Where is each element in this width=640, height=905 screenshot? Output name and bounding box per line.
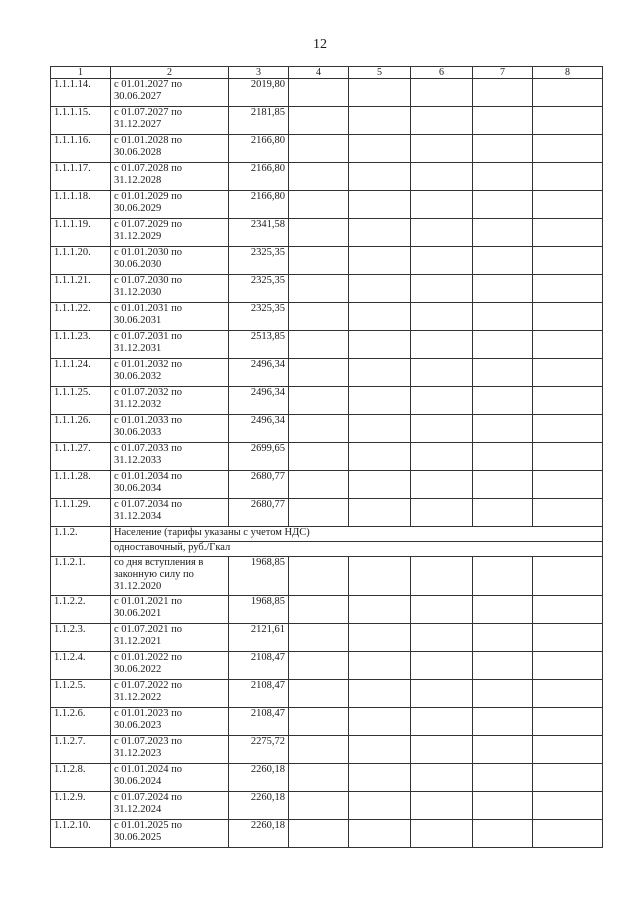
empty-cell-col-4 — [289, 247, 349, 275]
table-row — [51, 736, 603, 764]
row-tariff-value: 2260,18 — [229, 820, 289, 848]
row-period: с 01.01.2024 по 30.06.2024 — [111, 764, 229, 792]
row-period: с 01.01.2032 по 30.06.2032 — [111, 359, 229, 387]
empty-cell-col-4 — [289, 820, 349, 848]
empty-cell-col-5 — [349, 303, 411, 331]
empty-cell-col-6 — [411, 708, 473, 736]
empty-cell-col-6 — [411, 557, 473, 596]
empty-cell-col-6 — [411, 596, 473, 624]
empty-cell-col-7 — [473, 331, 533, 359]
empty-cell-col-4 — [289, 652, 349, 680]
row-tariff-value: 1968,85 — [229, 596, 289, 624]
row-number: 1.1.2.6. — [51, 708, 111, 736]
empty-cell-col-8 — [533, 471, 603, 499]
empty-cell-col-8 — [533, 387, 603, 415]
row-number: 1.1.2.4. — [51, 652, 111, 680]
row-tariff-value: 2260,18 — [229, 764, 289, 792]
empty-cell-col-7 — [473, 652, 533, 680]
empty-cell-col-7 — [473, 680, 533, 708]
table-body — [51, 79, 603, 848]
empty-cell-col-5 — [349, 163, 411, 191]
empty-cell-col-4 — [289, 557, 349, 596]
row-period: с 01.07.2028 по 31.12.2028 — [111, 163, 229, 191]
column-header-4: 4 — [289, 67, 349, 79]
empty-cell-col-7 — [473, 499, 533, 527]
empty-cell-col-5 — [349, 107, 411, 135]
row-tariff-value: 2019,80 — [229, 79, 289, 107]
row-tariff-value: 2680,77 — [229, 471, 289, 499]
row-tariff-value: 2325,35 — [229, 275, 289, 303]
table-row — [51, 415, 603, 443]
row-tariff-value: 1968,85 — [229, 557, 289, 596]
empty-cell-col-6 — [411, 736, 473, 764]
empty-cell-col-5 — [349, 557, 411, 596]
row-period: с 01.07.2031 по 31.12.2031 — [111, 331, 229, 359]
table-row — [51, 107, 603, 135]
empty-cell-col-7 — [473, 219, 533, 247]
empty-cell-col-4 — [289, 191, 349, 219]
empty-cell-col-4 — [289, 107, 349, 135]
empty-cell-col-4 — [289, 708, 349, 736]
empty-cell-col-6 — [411, 79, 473, 107]
empty-cell-col-6 — [411, 499, 473, 527]
empty-cell-col-8 — [533, 359, 603, 387]
table-row — [51, 303, 603, 331]
empty-cell-col-8 — [533, 415, 603, 443]
empty-cell-col-8 — [533, 275, 603, 303]
empty-cell-col-6 — [411, 191, 473, 219]
table-row — [51, 135, 603, 163]
empty-cell-col-4 — [289, 303, 349, 331]
empty-cell-col-5 — [349, 415, 411, 443]
empty-cell-col-4 — [289, 680, 349, 708]
table-row — [51, 764, 603, 792]
empty-cell-col-7 — [473, 163, 533, 191]
empty-cell-col-4 — [289, 443, 349, 471]
empty-cell-col-8 — [533, 499, 603, 527]
row-tariff-value: 2108,47 — [229, 680, 289, 708]
empty-cell-col-5 — [349, 443, 411, 471]
empty-cell-col-6 — [411, 624, 473, 652]
empty-cell-col-6 — [411, 443, 473, 471]
empty-cell-col-6 — [411, 792, 473, 820]
empty-cell-col-4 — [289, 764, 349, 792]
row-number: 1.1.1.14. — [51, 79, 111, 107]
empty-cell-col-6 — [411, 247, 473, 275]
table-row — [51, 359, 603, 387]
row-period: с 01.07.2021 по 31.12.2021 — [111, 624, 229, 652]
empty-cell-col-5 — [349, 736, 411, 764]
empty-cell-col-7 — [473, 191, 533, 219]
row-period: с 01.07.2023 по 31.12.2023 — [111, 736, 229, 764]
row-period: с 01.07.2029 по 31.12.2029 — [111, 219, 229, 247]
row-period: с 01.01.2034 по 30.06.2034 — [111, 471, 229, 499]
table-row — [51, 820, 603, 848]
row-number: 1.1.2.7. — [51, 736, 111, 764]
empty-cell-col-8 — [533, 331, 603, 359]
section-title: Население (тарифы указаны с учетом НДС) — [111, 527, 603, 542]
empty-cell-col-5 — [349, 652, 411, 680]
row-tariff-value: 2496,34 — [229, 359, 289, 387]
empty-cell-col-8 — [533, 652, 603, 680]
table-row — [51, 163, 603, 191]
row-number: 1.1.1.24. — [51, 359, 111, 387]
empty-cell-col-7 — [473, 443, 533, 471]
table-row — [51, 708, 603, 736]
table-row — [51, 191, 603, 219]
row-period: с 01.07.2032 по 31.12.2032 — [111, 387, 229, 415]
row-number: 1.1.1.28. — [51, 471, 111, 499]
row-period: с 01.01.2028 по 30.06.2028 — [111, 135, 229, 163]
row-number: 1.1.1.26. — [51, 415, 111, 443]
row-number: 1.1.1.25. — [51, 387, 111, 415]
empty-cell-col-7 — [473, 764, 533, 792]
empty-cell-col-4 — [289, 275, 349, 303]
row-number: 1.1.1.17. — [51, 163, 111, 191]
empty-cell-col-5 — [349, 708, 411, 736]
empty-cell-col-7 — [473, 79, 533, 107]
empty-cell-col-8 — [533, 247, 603, 275]
row-period: с 01.07.2030 по 31.12.2030 — [111, 275, 229, 303]
row-tariff-value: 2166,80 — [229, 163, 289, 191]
row-tariff-value: 2496,34 — [229, 415, 289, 443]
section-number: 1.1.2. — [51, 527, 111, 557]
row-number: 1.1.1.18. — [51, 191, 111, 219]
empty-cell-col-5 — [349, 624, 411, 652]
empty-cell-col-5 — [349, 219, 411, 247]
empty-cell-col-6 — [411, 387, 473, 415]
row-tariff-value: 2325,35 — [229, 247, 289, 275]
row-tariff-value: 2108,47 — [229, 652, 289, 680]
row-tariff-value: 2496,34 — [229, 387, 289, 415]
row-number: 1.1.2.1. — [51, 557, 111, 596]
row-period: с 01.07.2027 по 31.12.2027 — [111, 107, 229, 135]
empty-cell-col-8 — [533, 219, 603, 247]
table-row — [51, 247, 603, 275]
row-period: со дня вступления в законную силу по 31.12.2020 — [111, 557, 229, 596]
empty-cell-col-4 — [289, 163, 349, 191]
row-number: 1.1.2.9. — [51, 792, 111, 820]
row-number: 1.1.2.3. — [51, 624, 111, 652]
empty-cell-col-5 — [349, 331, 411, 359]
column-header-2: 2 — [111, 67, 229, 79]
empty-cell-col-6 — [411, 275, 473, 303]
table-row — [51, 792, 603, 820]
empty-cell-col-7 — [473, 820, 533, 848]
empty-cell-col-8 — [533, 191, 603, 219]
row-number: 1.1.1.23. — [51, 331, 111, 359]
row-number: 1.1.2.2. — [51, 596, 111, 624]
empty-cell-col-4 — [289, 471, 349, 499]
row-tariff-value: 2341,58 — [229, 219, 289, 247]
empty-cell-col-4 — [289, 135, 349, 163]
row-tariff-value: 2680,77 — [229, 499, 289, 527]
row-period: с 01.01.2023 по 30.06.2023 — [111, 708, 229, 736]
empty-cell-col-4 — [289, 79, 349, 107]
empty-cell-col-4 — [289, 331, 349, 359]
row-number: 1.1.2.10. — [51, 820, 111, 848]
row-number: 1.1.1.19. — [51, 219, 111, 247]
row-tariff-value: 2699,65 — [229, 443, 289, 471]
empty-cell-col-5 — [349, 247, 411, 275]
empty-cell-col-7 — [473, 624, 533, 652]
row-number: 1.1.2.5. — [51, 680, 111, 708]
empty-cell-col-5 — [349, 275, 411, 303]
empty-cell-col-4 — [289, 415, 349, 443]
row-tariff-value: 2121,61 — [229, 624, 289, 652]
empty-cell-col-4 — [289, 359, 349, 387]
empty-cell-col-6 — [411, 219, 473, 247]
empty-cell-col-8 — [533, 624, 603, 652]
empty-cell-col-8 — [533, 557, 603, 596]
empty-cell-col-7 — [473, 415, 533, 443]
empty-cell-col-5 — [349, 596, 411, 624]
table-row — [51, 596, 603, 624]
table-row — [51, 557, 603, 596]
row-number: 1.1.1.27. — [51, 443, 111, 471]
empty-cell-col-5 — [349, 359, 411, 387]
empty-cell-col-8 — [533, 163, 603, 191]
row-period: с 01.07.2034 по 31.12.2034 — [111, 499, 229, 527]
empty-cell-col-7 — [473, 387, 533, 415]
empty-cell-col-8 — [533, 708, 603, 736]
empty-cell-col-4 — [289, 624, 349, 652]
empty-cell-col-6 — [411, 359, 473, 387]
empty-cell-col-7 — [473, 275, 533, 303]
column-header-3: 3 — [229, 67, 289, 79]
row-tariff-value: 2108,47 — [229, 708, 289, 736]
table-row — [51, 79, 603, 107]
empty-cell-col-8 — [533, 736, 603, 764]
row-period: с 01.07.2033 по 31.12.2033 — [111, 443, 229, 471]
empty-cell-col-7 — [473, 736, 533, 764]
row-tariff-value: 2260,18 — [229, 792, 289, 820]
row-tariff-value: 2513,85 — [229, 331, 289, 359]
empty-cell-col-8 — [533, 680, 603, 708]
row-tariff-value: 2181,85 — [229, 107, 289, 135]
empty-cell-col-6 — [411, 415, 473, 443]
table-row — [51, 499, 603, 527]
row-number: 1.1.1.20. — [51, 247, 111, 275]
empty-cell-col-6 — [411, 135, 473, 163]
empty-cell-col-5 — [349, 820, 411, 848]
page-number: 12 — [313, 37, 327, 52]
row-tariff-value: 2325,35 — [229, 303, 289, 331]
row-period: с 01.01.2033 по 30.06.2033 — [111, 415, 229, 443]
table-row — [51, 219, 603, 247]
empty-cell-col-5 — [349, 792, 411, 820]
empty-cell-col-6 — [411, 107, 473, 135]
tariff-table — [50, 66, 603, 848]
column-header-6: 6 — [411, 67, 473, 79]
empty-cell-col-7 — [473, 596, 533, 624]
empty-cell-col-4 — [289, 499, 349, 527]
empty-cell-col-5 — [349, 79, 411, 107]
row-period: с 01.01.2029 по 30.06.2029 — [111, 191, 229, 219]
empty-cell-col-5 — [349, 191, 411, 219]
empty-cell-col-5 — [349, 135, 411, 163]
empty-cell-col-6 — [411, 163, 473, 191]
empty-cell-col-6 — [411, 764, 473, 792]
row-period: с 01.01.2030 по 30.06.2030 — [111, 247, 229, 275]
empty-cell-col-8 — [533, 107, 603, 135]
empty-cell-col-4 — [289, 736, 349, 764]
table-row — [51, 275, 603, 303]
empty-cell-col-7 — [473, 135, 533, 163]
empty-cell-col-6 — [411, 680, 473, 708]
empty-cell-col-4 — [289, 387, 349, 415]
empty-cell-col-8 — [533, 792, 603, 820]
table-row — [51, 471, 603, 499]
empty-cell-col-8 — [533, 596, 603, 624]
table-row — [51, 680, 603, 708]
empty-cell-col-4 — [289, 596, 349, 624]
table-row — [51, 443, 603, 471]
empty-cell-col-8 — [533, 79, 603, 107]
empty-cell-col-5 — [349, 499, 411, 527]
row-number: 1.1.1.15. — [51, 107, 111, 135]
empty-cell-col-7 — [473, 557, 533, 596]
row-tariff-value: 2166,80 — [229, 135, 289, 163]
table-row — [51, 652, 603, 680]
table-row — [51, 331, 603, 359]
row-period: с 01.07.2024 по 31.12.2024 — [111, 792, 229, 820]
row-period: с 01.01.2025 по 30.06.2025 — [111, 820, 229, 848]
empty-cell-col-8 — [533, 764, 603, 792]
empty-cell-col-6 — [411, 303, 473, 331]
row-tariff-value: 2275,72 — [229, 736, 289, 764]
empty-cell-col-5 — [349, 471, 411, 499]
table-row — [51, 624, 603, 652]
empty-cell-col-6 — [411, 820, 473, 848]
row-period: с 01.01.2021 по 30.06.2021 — [111, 596, 229, 624]
row-period: с 01.01.2031 по 30.06.2031 — [111, 303, 229, 331]
empty-cell-col-5 — [349, 387, 411, 415]
empty-cell-col-8 — [533, 820, 603, 848]
row-tariff-value: 2166,80 — [229, 191, 289, 219]
row-period: с 01.01.2022 по 30.06.2022 — [111, 652, 229, 680]
table-row — [51, 387, 603, 415]
empty-cell-col-4 — [289, 219, 349, 247]
empty-cell-col-7 — [473, 359, 533, 387]
empty-cell-col-8 — [533, 135, 603, 163]
row-number: 1.1.1.22. — [51, 303, 111, 331]
row-number: 1.1.1.16. — [51, 135, 111, 163]
empty-cell-col-7 — [473, 708, 533, 736]
empty-cell-col-7 — [473, 471, 533, 499]
column-header-5: 5 — [349, 67, 411, 79]
empty-cell-col-5 — [349, 680, 411, 708]
row-period: с 01.01.2027 по 30.06.2027 — [111, 79, 229, 107]
row-number: 1.1.2.8. — [51, 764, 111, 792]
column-header-1: 1 — [51, 67, 111, 79]
row-number: 1.1.1.21. — [51, 275, 111, 303]
row-number: 1.1.1.29. — [51, 499, 111, 527]
empty-cell-col-7 — [473, 792, 533, 820]
empty-cell-col-6 — [411, 652, 473, 680]
column-header-7: 7 — [473, 67, 533, 79]
table-header-row — [51, 67, 603, 79]
empty-cell-col-5 — [349, 764, 411, 792]
empty-cell-col-6 — [411, 471, 473, 499]
empty-cell-col-7 — [473, 247, 533, 275]
section-subtitle: одноставочный, руб./Гкал — [111, 542, 603, 557]
column-header-8: 8 — [533, 67, 603, 79]
empty-cell-col-8 — [533, 303, 603, 331]
empty-cell-col-7 — [473, 303, 533, 331]
row-period: с 01.07.2022 по 31.12.2022 — [111, 680, 229, 708]
section-row — [51, 527, 603, 542]
section-subtitle-row — [51, 542, 603, 557]
empty-cell-col-8 — [533, 443, 603, 471]
empty-cell-col-7 — [473, 107, 533, 135]
empty-cell-col-4 — [289, 792, 349, 820]
empty-cell-col-6 — [411, 331, 473, 359]
